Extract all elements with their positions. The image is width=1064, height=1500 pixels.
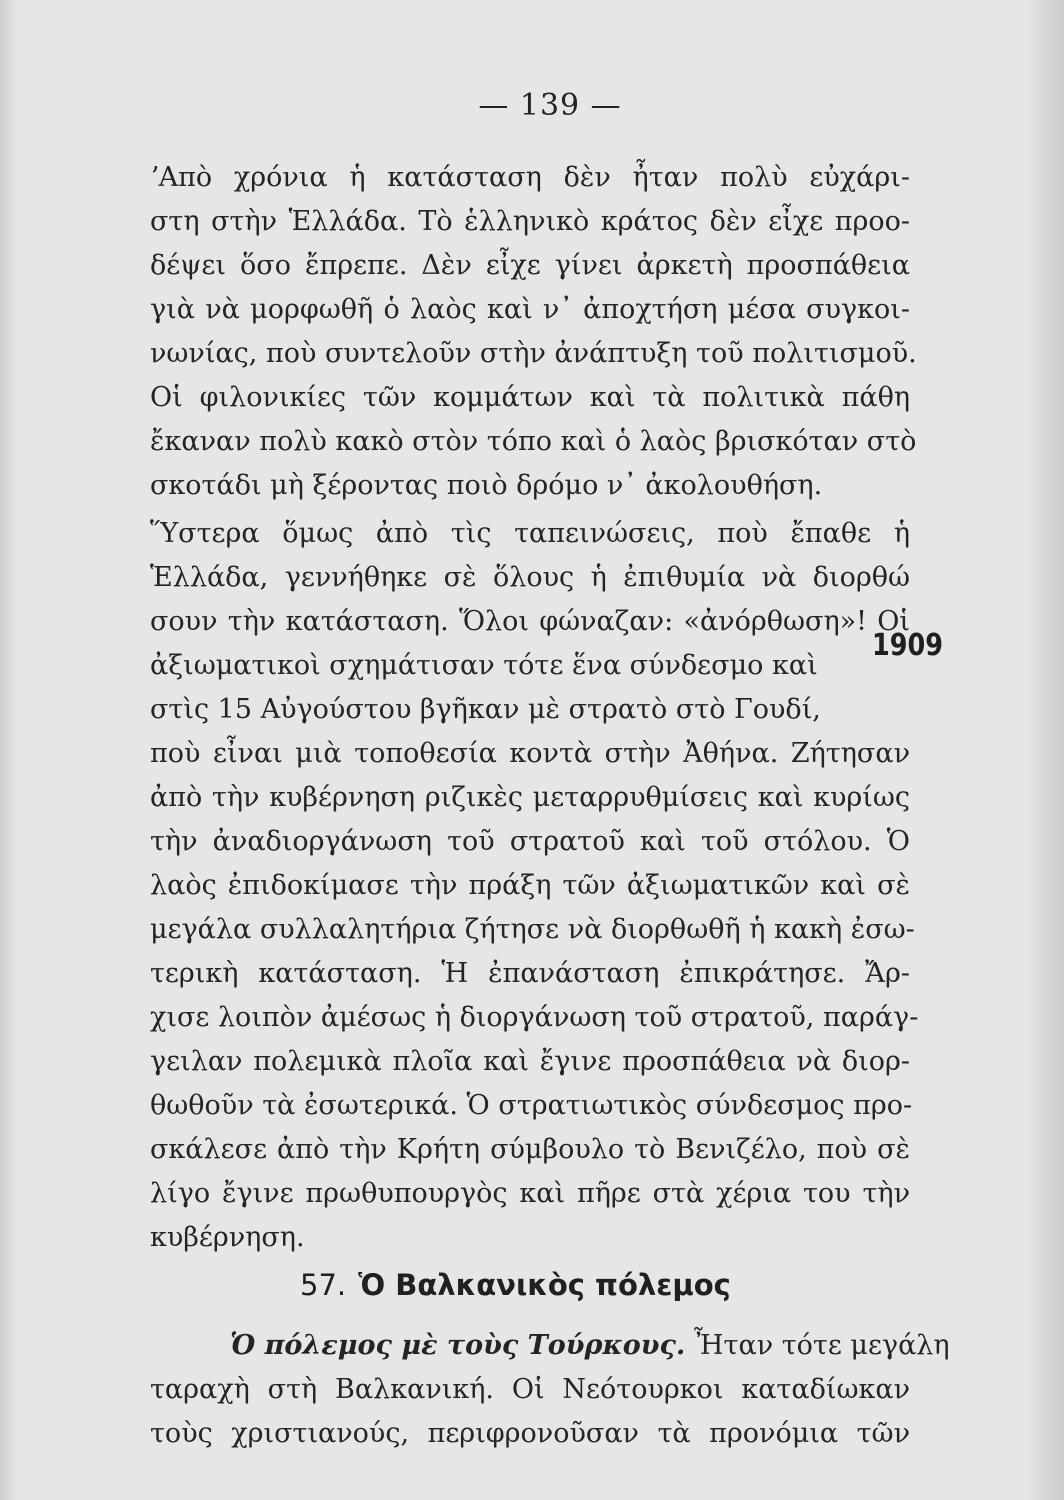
paragraph2-line: Ὕστερα ὅμως ἀπὸ τὶς ταπεινώσεις, ποὺ ἔπαθε ἡ	[150, 518, 910, 549]
paragraph2-line: κυβέρνηση.	[150, 1222, 305, 1253]
paragraph2-line: ἀπὸ τὴν κυβέρνηση ριζικὲς μεταρρυθμίσεις καὶ κυρίως	[150, 782, 910, 813]
paragraph2-line: ἀξιωματικοὶ σχημάτισαν τότε ἕνα σύνδεσμο καὶ	[150, 650, 818, 681]
paragraph1-line: στη στὴν Ἑλλάδα. Τὸ ἑλληνικὸ κράτος δὲν εἶχε προο-	[150, 206, 910, 237]
paragraph2-line: τὴν ἀναδιοργάνωση τοῦ στρατοῦ καὶ τοῦ στόλου. Ὁ	[150, 826, 910, 857]
paragraph1-line: σκοτάδι μὴ ξέροντας ποιὸ δρόμο ν᾿ ἀκολουθήση.	[150, 470, 823, 501]
page-number: — 139 —	[478, 88, 622, 123]
paragraph3-line: ταραχὴ στὴ Βαλκανική. Οἱ Νεότουρκοι καταδίωκαν	[150, 1374, 910, 1405]
section-heading	[300, 1268, 731, 1302]
paragraph2-line: λίγο ἔγινε πρωθυπουργὸς καὶ πῆρε στὰ χέρια του τὴν	[150, 1178, 910, 1209]
paragraph2-line: στὶς 15 Αὐγούστου βγῆκαν μὲ στρατὸ στὸ Γουδί,	[150, 694, 821, 725]
paragraph3-line: τοὺς χριστιανούς, περιφρονοῦσαν τὰ προνόμια τῶν	[150, 1418, 910, 1449]
paragraph3-lead: Ὁ πόλεμος μὲ τοὺς Τούρκους.	[230, 1330, 686, 1361]
paragraph2-line: ποὺ εἶναι μιὰ τοποθεσία κοντὰ στὴν Ἀθήνα. Ζήτησαν	[150, 738, 910, 769]
paragraph2-line: λαὸς ἐπιδοκίμασε τὴν πράξη τῶν ἀξιωματικῶν καὶ σὲ	[150, 870, 910, 901]
paragraph1-line: δέψει ὅσο ἔπρεπε. Δὲν εἶχε γίνει ἀρκετὴ προσπάθεια	[150, 250, 910, 281]
paragraph3-first-line	[230, 1330, 950, 1361]
paragraph2-line: σκάλεσε ἀπὸ τὴν Κρήτη σύμβουλο τὸ Βενιζέλο, ποὺ σὲ	[150, 1134, 910, 1165]
section-title: Ὁ Βαλκανικὸς πόλεμος	[358, 1268, 731, 1302]
margin-year: 1909	[872, 628, 943, 663]
paragraph2-line: γειλαν πολεμικὰ πλοῖα καὶ ἔγινε προσπάθεια νὰ διορ-	[150, 1046, 910, 1077]
page-left-edge	[0, 0, 18, 1500]
section-number: 57.	[300, 1268, 347, 1302]
paragraph2-line: τερικὴ κατάσταση. Ἡ ἐπανάσταση ἐπικράτησε. Ἄρ-	[150, 958, 910, 989]
paragraph1-line: ἔκαναν πολὺ κακὸ στὸν τόπο καὶ ὁ λαὸς βρισκόταν στὸ	[150, 426, 917, 457]
paragraph2-line: Ἑλλάδα, γεννήθηκε σὲ ὅλους ἡ ἐπιθυμία νὰ διορθώ	[150, 562, 910, 593]
paragraph1-line: γιὰ νὰ μορφωθῆ ὁ λαὸς καὶ ν᾿ ἀποχτήση μέσα συγκοι-	[150, 294, 910, 325]
paragraph1-line: ʼΑπὸ χρόνια ἡ κατάσταση δὲν ἦταν πολὺ εὐχάρι-	[150, 162, 910, 193]
page-right-edge	[1026, 0, 1064, 1500]
paragraph3-first-line-rest: Ἦταν τότε μεγάλη	[693, 1330, 950, 1361]
paragraph2-line: μεγάλα συλλαλητήρια ζήτησε νὰ διορθωθῆ ἡ κακὴ ἐσω-	[150, 914, 915, 945]
paragraph1-line: νωνίας, ποὺ συντελοῦν στὴν ἀνάπτυξη τοῦ πολιτισμοῦ.	[150, 338, 917, 369]
paragraph1-line: Οἱ φιλονικίες τῶν κομμάτων καὶ τὰ πολιτικὰ πάθη	[150, 382, 910, 413]
paragraph2-line: θωθοῦν τὰ ἐσωτερικά. Ὁ στρατιωτικὸς σύνδεσμος προ-	[150, 1090, 913, 1121]
paragraph2-line: χισε λοιπὸν ἀμέσως ἡ διοργάνωση τοῦ στρατοῦ, παράγ-	[150, 1002, 919, 1033]
paragraph2-line: σουν τὴν κατάσταση. Ὅλοι φώναζαν: «ἀνόρθωση»! Οἱ	[150, 606, 910, 637]
